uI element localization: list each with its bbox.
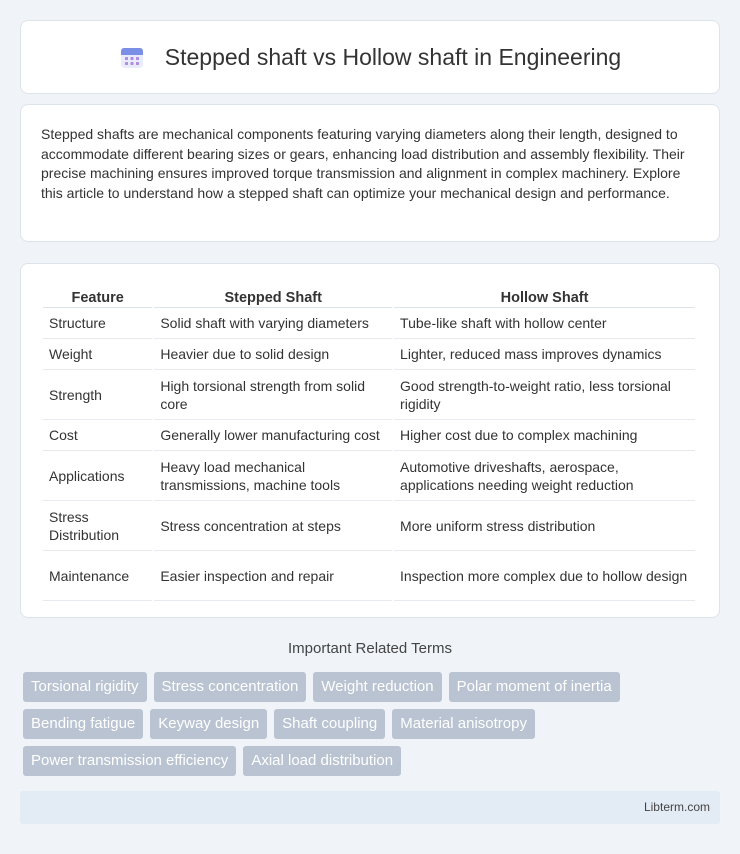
calendar-icon	[119, 44, 145, 70]
table-row	[43, 551, 695, 601]
cell-feature: Stress Distribution	[43, 501, 152, 551]
comparison-card	[20, 263, 720, 618]
cell-hollow: Higher cost due to complex machining	[394, 420, 695, 451]
related-terms-list	[23, 672, 723, 783]
cell-hollow: More uniform stress distribution	[394, 501, 695, 551]
header-card	[20, 20, 720, 94]
cell-stepped: High torsional strength from solid core	[154, 370, 392, 420]
table-row	[43, 420, 695, 451]
table-row	[43, 339, 695, 370]
cell-stepped: Easier inspection and repair	[154, 551, 392, 601]
comparison-table	[41, 284, 697, 601]
intro-card	[20, 104, 720, 242]
tag-shaft-coupling[interactable]: Shaft coupling	[274, 709, 385, 739]
tag-weight-reduction[interactable]: Weight reduction	[313, 672, 441, 702]
table-row	[43, 501, 695, 551]
table-row	[43, 370, 695, 420]
cell-feature: Strength	[43, 370, 152, 420]
related-terms-title: Important Related Terms	[288, 640, 452, 657]
cell-feature: Maintenance	[43, 551, 152, 601]
cell-stepped: Heavier due to solid design	[154, 339, 392, 370]
tag-stress-concentration[interactable]: Stress concentration	[154, 672, 307, 702]
tag-material-anisotropy[interactable]: Material anisotropy	[392, 709, 535, 739]
tag-polar-moment-of-inertia[interactable]: Polar moment of inertia	[449, 672, 620, 702]
table-header-row	[43, 284, 695, 308]
tag-row	[23, 672, 723, 702]
table-row	[43, 451, 695, 501]
tag-power-transmission-efficiency[interactable]: Power transmission efficiency	[23, 746, 236, 776]
footer	[20, 791, 720, 824]
cell-feature: Cost	[43, 420, 152, 451]
cell-stepped: Solid shaft with varying diameters	[154, 308, 392, 339]
cell-hollow: Inspection more complex due to hollow design	[394, 551, 695, 601]
tag-keyway-design[interactable]: Keyway design	[150, 709, 267, 739]
footer-site-link[interactable]: Libterm.com	[643, 800, 710, 814]
intro-paragraph: Stepped shafts are mechanical components featuring varying diameters along their length, designed to accommodate different bearing sizes or gears, enhancing load distribution and assembly flexibility. Their precise machining ensures improved torque transmission and alignment in complex machinery. Explore this article to understand how a stepped shaft can optimize your mechanical design and performance.	[41, 126, 685, 201]
cell-stepped: Stress concentration at steps	[154, 501, 392, 551]
cell-stepped: Generally lower manufacturing cost	[154, 420, 392, 451]
cell-hollow: Automotive driveshafts, aerospace, applications needing weight reduction	[394, 451, 695, 501]
cell-feature: Applications	[43, 451, 152, 501]
header-stepped-shaft: Stepped Shaft	[154, 284, 392, 308]
header-hollow-shaft: Hollow Shaft	[394, 284, 695, 308]
tag-row	[23, 746, 723, 776]
cell-hollow: Tube-like shaft with hollow center	[394, 308, 695, 339]
header-feature: Feature	[43, 284, 152, 308]
cell-hollow: Lighter, reduced mass improves dynamics	[394, 339, 695, 370]
tag-bending-fatigue[interactable]: Bending fatigue	[23, 709, 143, 739]
page-title: Stepped shaft vs Hollow shaft in Engineering	[164, 43, 622, 70]
tag-torsional-rigidity[interactable]: Torsional rigidity	[23, 672, 147, 702]
cell-stepped: Heavy load mechanical transmissions, machine tools	[154, 451, 392, 501]
cell-feature: Structure	[43, 308, 152, 339]
tag-axial-load-distribution[interactable]: Axial load distribution	[243, 746, 401, 776]
cell-feature: Weight	[43, 339, 152, 370]
table-row	[43, 308, 695, 339]
tag-row	[23, 709, 723, 739]
cell-hollow: Good strength-to-weight ratio, less torsional rigidity	[394, 370, 695, 420]
